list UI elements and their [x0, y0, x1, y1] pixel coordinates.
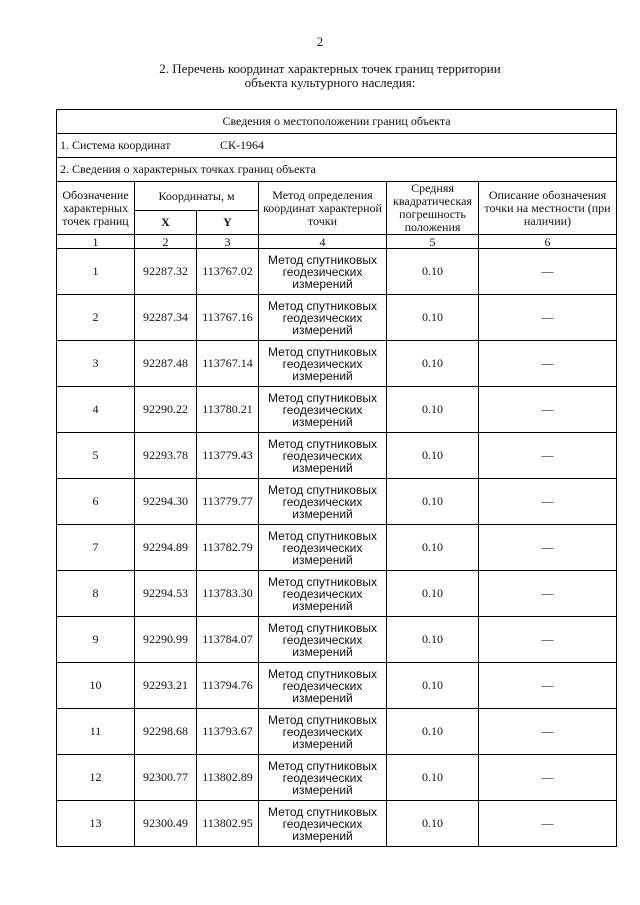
- method-cell: Метод спутниковых геодезических измерений: [259, 755, 387, 801]
- header-y: Y: [197, 211, 259, 235]
- x-coordinate-cell: 92287.32: [135, 249, 197, 295]
- column-number: 4: [259, 235, 387, 249]
- table-row: [57, 709, 617, 755]
- point-cell: 3: [57, 341, 135, 387]
- y-coordinate-cell: 113779.77: [197, 479, 259, 525]
- coordinates-table: [56, 109, 617, 847]
- description-cell: —: [479, 387, 617, 433]
- y-coordinate-cell: 113767.02: [197, 249, 259, 295]
- point-cell: 4: [57, 387, 135, 433]
- error-cell: 0.10: [387, 571, 479, 617]
- x-coordinate-cell: 92287.48: [135, 341, 197, 387]
- point-cell: 8: [57, 571, 135, 617]
- table-title: Сведения о местоположении границ объекта: [57, 110, 617, 134]
- table-row: [57, 801, 617, 847]
- method-cell: Метод спутниковых геодезических измерений: [259, 801, 387, 847]
- page-number: 2: [316, 34, 324, 49]
- y-coordinate-cell: 113802.95: [197, 801, 259, 847]
- error-cell: 0.10: [387, 755, 479, 801]
- description-cell: —: [479, 801, 617, 847]
- description-cell: —: [479, 433, 617, 479]
- table-row: [57, 663, 617, 709]
- y-coordinate-cell: 113779.43: [197, 433, 259, 479]
- method-cell: Метод спутниковых геодезических измерений: [259, 525, 387, 571]
- method-cell: Метод спутниковых геодезических измерений: [259, 663, 387, 709]
- error-cell: 0.10: [387, 387, 479, 433]
- header-point: Обозначение характерных точек границ: [57, 182, 135, 235]
- error-cell: 0.10: [387, 709, 479, 755]
- table-row: [57, 479, 617, 525]
- point-cell: 7: [57, 525, 135, 571]
- point-cell: 11: [57, 709, 135, 755]
- point-cell: 2: [57, 295, 135, 341]
- description-cell: —: [479, 571, 617, 617]
- method-cell: Метод спутниковых геодезических измерений: [259, 479, 387, 525]
- header-method: Метод определения координат характерной точки: [259, 182, 387, 235]
- column-number: 1: [57, 235, 135, 249]
- point-cell: 13: [57, 801, 135, 847]
- document-heading: [140, 62, 520, 90]
- x-coordinate-cell: 92294.30: [135, 479, 197, 525]
- table-row: [57, 755, 617, 801]
- section-label: 2. Сведения о характерных точках границ объекта: [57, 158, 617, 182]
- error-cell: 0.10: [387, 249, 479, 295]
- description-cell: —: [479, 341, 617, 387]
- x-coordinate-cell: 92293.21: [135, 663, 197, 709]
- y-coordinate-cell: 113767.16: [197, 295, 259, 341]
- error-cell: 0.10: [387, 341, 479, 387]
- x-coordinate-cell: 92300.49: [135, 801, 197, 847]
- description-cell: —: [479, 663, 617, 709]
- table-row: [57, 433, 617, 479]
- description-cell: —: [479, 755, 617, 801]
- x-coordinate-cell: 92287.34: [135, 295, 197, 341]
- y-coordinate-cell: 113783.30: [197, 571, 259, 617]
- column-number: 3: [197, 235, 259, 249]
- error-cell: 0.10: [387, 663, 479, 709]
- y-coordinate-cell: 113767.14: [197, 341, 259, 387]
- method-cell: Метод спутниковых геодезических измерений: [259, 249, 387, 295]
- y-coordinate-cell: 113784.07: [197, 617, 259, 663]
- point-cell: 12: [57, 755, 135, 801]
- table-row: [57, 571, 617, 617]
- point-cell: 9: [57, 617, 135, 663]
- description-cell: —: [479, 295, 617, 341]
- coordinate-system-row: [57, 134, 617, 158]
- table-row: [57, 617, 617, 663]
- y-coordinate-cell: 113802.89: [197, 755, 259, 801]
- point-cell: 10: [57, 663, 135, 709]
- table-row: [57, 341, 617, 387]
- x-coordinate-cell: 92290.22: [135, 387, 197, 433]
- header-x: X: [135, 211, 197, 235]
- error-cell: 0.10: [387, 433, 479, 479]
- coordinate-system-value: СК-1964: [220, 138, 265, 152]
- column-number: 2: [135, 235, 197, 249]
- point-cell: 6: [57, 479, 135, 525]
- method-cell: Метод спутниковых геодезических измерений: [259, 341, 387, 387]
- heading-line-2: объекта культурного наследия:: [244, 75, 416, 90]
- header-coords: Координаты, м: [135, 182, 259, 211]
- description-cell: —: [479, 617, 617, 663]
- method-cell: Метод спутниковых геодезических измерений: [259, 387, 387, 433]
- method-cell: Метод спутниковых геодезических измерений: [259, 295, 387, 341]
- table-row: [57, 387, 617, 433]
- table-row: [57, 295, 617, 341]
- description-cell: —: [479, 249, 617, 295]
- x-coordinate-cell: 92294.89: [135, 525, 197, 571]
- x-coordinate-cell: 92298.68: [135, 709, 197, 755]
- heading-line-1: 2. Перечень координат характерных точек границ территории: [159, 61, 501, 76]
- x-coordinate-cell: 92290.99: [135, 617, 197, 663]
- y-coordinate-cell: 113793.67: [197, 709, 259, 755]
- y-coordinate-cell: 113780.21: [197, 387, 259, 433]
- method-cell: Метод спутниковых геодезических измерений: [259, 433, 387, 479]
- method-cell: Метод спутниковых геодезических измерений: [259, 709, 387, 755]
- y-coordinate-cell: 113794.76: [197, 663, 259, 709]
- error-cell: 0.10: [387, 479, 479, 525]
- description-cell: —: [479, 709, 617, 755]
- header-error: Средняя квадратическая погрешность положения: [387, 182, 479, 235]
- point-cell: 5: [57, 433, 135, 479]
- coordinate-system-label: 1. Система координат: [60, 138, 171, 152]
- description-cell: —: [479, 479, 617, 525]
- error-cell: 0.10: [387, 801, 479, 847]
- error-cell: 0.10: [387, 525, 479, 571]
- method-cell: Метод спутниковых геодезических измерений: [259, 617, 387, 663]
- column-number: 5: [387, 235, 479, 249]
- method-cell: Метод спутниковых геодезических измерений: [259, 571, 387, 617]
- column-number: 6: [479, 235, 617, 249]
- header-description: Описание обозначения точки на местности (при наличии): [479, 182, 617, 235]
- x-coordinate-cell: 92293.78: [135, 433, 197, 479]
- description-cell: —: [479, 525, 617, 571]
- table-row: [57, 249, 617, 295]
- table-row: [57, 525, 617, 571]
- error-cell: 0.10: [387, 295, 479, 341]
- x-coordinate-cell: 92294.53: [135, 571, 197, 617]
- x-coordinate-cell: 92300.77: [135, 755, 197, 801]
- y-coordinate-cell: 113782.79: [197, 525, 259, 571]
- point-cell: 1: [57, 249, 135, 295]
- error-cell: 0.10: [387, 617, 479, 663]
